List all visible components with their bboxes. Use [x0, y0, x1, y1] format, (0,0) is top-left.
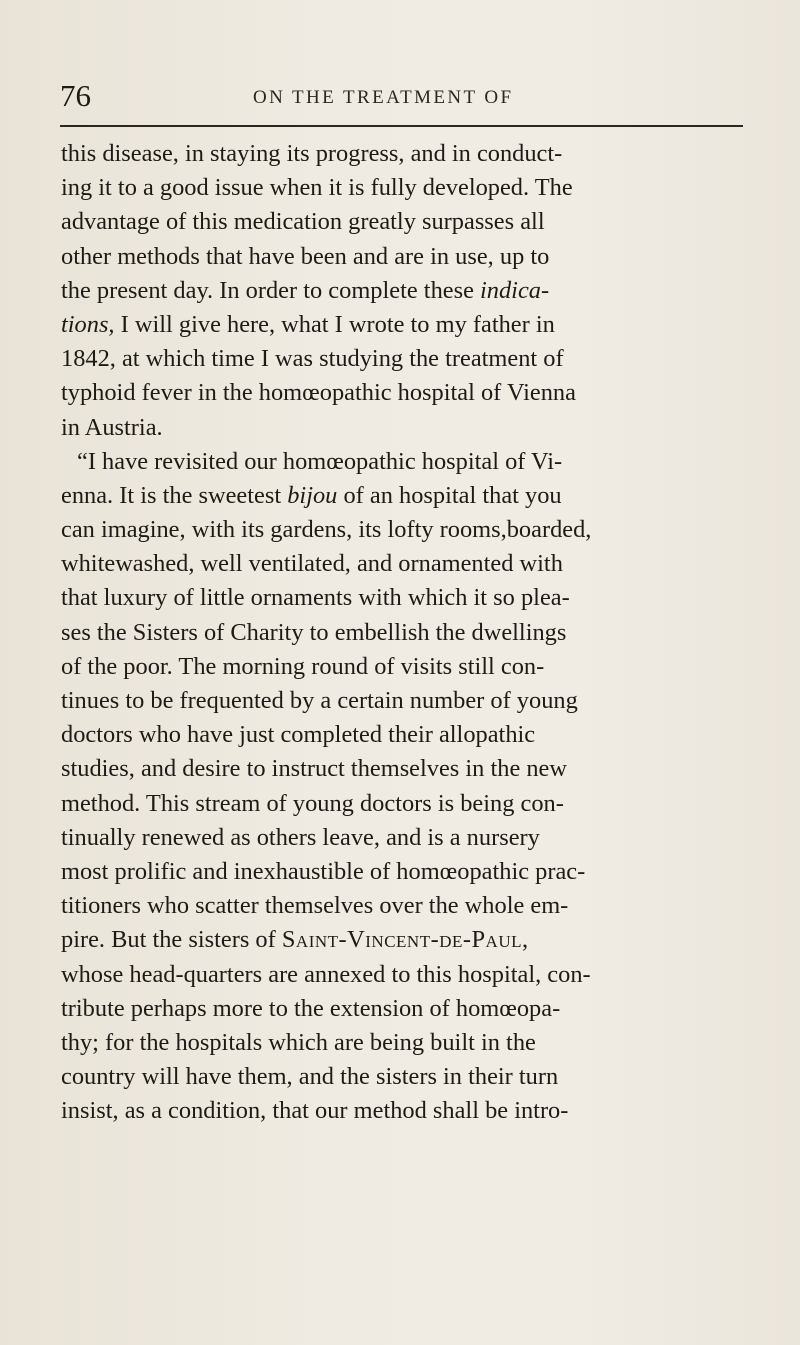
text-line: in Austria.	[61, 413, 163, 441]
text-line: titioners who scatter themselves over the whole em-	[61, 892, 569, 920]
text-line: can imagine, with its gardens, its lofty rooms,boarded,	[61, 516, 592, 544]
text-line: doctors who have just completed their allopathic	[61, 721, 536, 749]
text-line: thy; for the hospitals which are being built in the	[61, 1028, 536, 1056]
text-line: the present day. In order to complete these indica-	[61, 276, 550, 304]
body-text	[61, 137, 751, 1128]
running-head: ON THE TREATMENT OF	[253, 87, 514, 108]
text-line: ses the Sisters of Charity to embellish the dwellings	[61, 618, 567, 646]
text-line: other methods that have been and are in use, up to	[61, 242, 550, 270]
text-line: insist, as a condition, that our method shall be intro-	[61, 1097, 569, 1125]
text-line: that luxury of little ornaments with which it so plea-	[61, 584, 570, 612]
text-line: 1842, at which time I was studying the treatment of	[61, 345, 564, 373]
text-line: method. This stream of young doctors is being con-	[61, 789, 564, 817]
text-line: country will have them, and the sisters in their turn	[61, 1063, 559, 1091]
text-line: tions, I will give here, what I wrote to my father in	[61, 310, 555, 338]
text-line: enna. It is the sweetest bijou of an hospital that you	[61, 481, 562, 509]
italic-text: tions,	[61, 310, 115, 338]
italic-text: bijou	[287, 481, 338, 509]
page-header	[60, 78, 740, 118]
text-line: studies, and desire to instruct themselves in the new	[61, 755, 567, 783]
text-line: most prolific and inexhaustible of homœopathic prac-	[61, 857, 586, 885]
text-line: tinually renewed as others leave, and is a nursery	[61, 823, 540, 851]
text-line: typhoid fever in the homœopathic hospital of Vienna	[61, 379, 576, 407]
text-line: tinues to be frequented by a certain number of young	[61, 687, 578, 714]
text-line: of the poor. The morning round of visits still con-	[61, 652, 545, 680]
small-caps-text: Saint-Vincent-de-Paul,	[281, 926, 529, 954]
text-line: this disease, in staying its progress, and in conduct-	[61, 140, 563, 167]
text-line: whitewashed, well ventilated, and ornamented with	[61, 550, 563, 578]
text-line: pire. But the sisters of Saint-Vincent-de-Paul,	[61, 926, 529, 954]
text-line: ing it to a good issue when it is fully developed. The	[61, 174, 573, 202]
text-line: “I have revisited our homœopathic hospital of Vi-	[77, 447, 563, 475]
text-line: advantage of this medication greatly surpasses all	[61, 208, 545, 236]
text-line: whose head-quarters are annexed to this hospital, con-	[61, 960, 591, 988]
text-line: tribute perhaps more to the extension of homœopa-	[61, 994, 561, 1022]
page-number: 76	[60, 78, 91, 113]
italic-text: indica-	[480, 276, 550, 304]
header-rule	[60, 125, 743, 127]
